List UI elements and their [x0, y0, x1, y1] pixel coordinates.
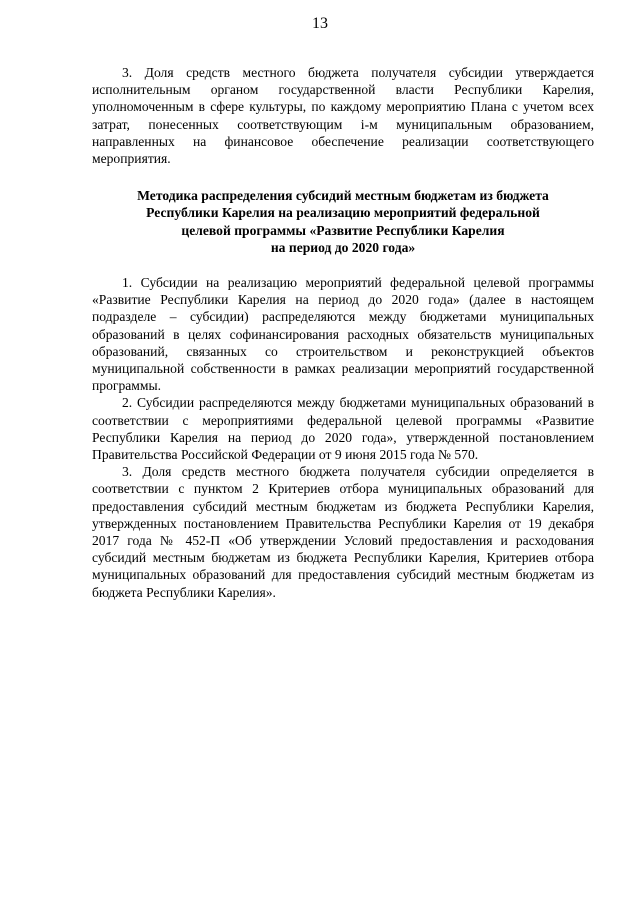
intro-paragraph: 3. Доля средств местного бюджета получателя субсидии утверждается исполнительным органом государственной власти Республики Карелия, уполномоченным в сфере культуры, по каждому мероприятию Плана с учетом всех затрат, понесенных соответствующим i-м муниципальным образованием, направленных на финансовое обеспечение реализации соответствующего мероприятия.	[92, 65, 594, 167]
section-title-line: Методика распределения субсидий местным бюджетам из бюджета	[137, 188, 549, 204]
paragraph-3: 3. Доля средств местного бюджета получателя субсидии определяется в соответствии с пунктом 2 Критериев отбора муниципальных образований для предоставления субсидий местным бюджетам из бюджета Республики Карелия, утвержденных постановлением Правительства Республики Карелия от 19 декабря 2017 года № 452-П «Об утверждении Условий предоставления и расходования субсидий местным бюджетам из бюджета Республики Карелия, Критериев отбора муниципальных образований для предоставления субсидий местным бюджетам из бюджета Республики Карелия».	[92, 464, 594, 600]
section-title-line: Республики Карелия на реализацию мероприятий федеральной	[146, 205, 540, 221]
paragraph-2: 2. Субсидии распределяются между бюджетами муниципальных образований в соответствии с мероприятиями федеральной целевой программы «Развитие Республики Карелия на период до 2020 года», утвержденной постановлением Правительства Российской Федерации от 9 июня 2015 года № 570.	[92, 395, 594, 463]
section-title	[92, 187, 594, 256]
section-title-line: целевой программы «Развитие Республики Карелия	[181, 222, 505, 238]
page-number: 13	[312, 15, 328, 32]
section-title-line: на период до 2020 года»	[270, 239, 416, 255]
paragraph-1: 1. Субсидии на реализацию мероприятий федеральной целевой программы «Развитие Республики Карелия на период до 2020 года» (далее в настоящем подразделе – субсидии) распределяются между бюджетами муниципальных образований в целях софинансирования расходных обязательств муниципальных образований, связанных со строительством и реконструкцией объектов муниципальной собственности в рамках реализации мероприятий государственной программы.	[92, 275, 594, 394]
document-body	[92, 64, 594, 601]
